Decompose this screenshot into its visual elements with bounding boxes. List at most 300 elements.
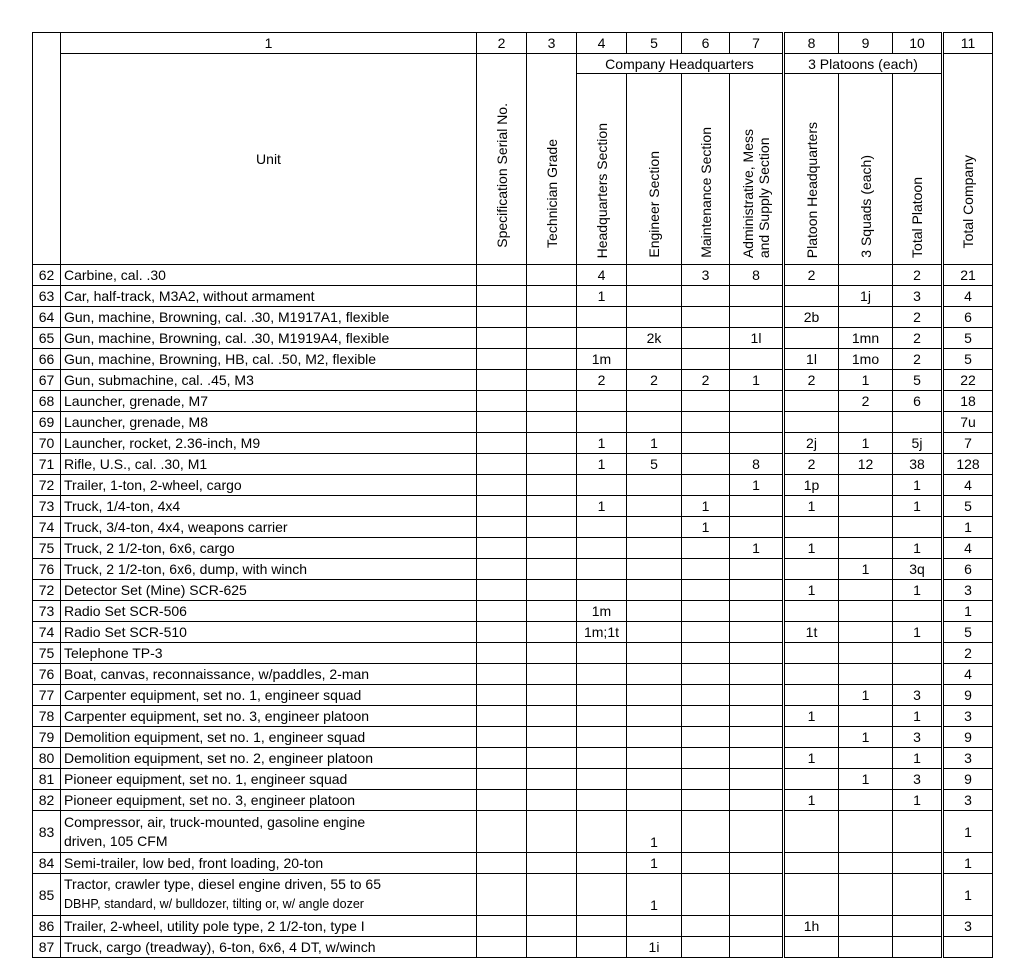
cell-c3 bbox=[527, 706, 577, 727]
spec-serial-header-text: Specification Serial No. bbox=[493, 103, 510, 248]
total-platoon-header bbox=[893, 74, 943, 265]
unit-name: Telephone TP-3 bbox=[61, 643, 477, 664]
admin-section-header bbox=[730, 74, 784, 265]
unit-header: Unit bbox=[61, 54, 477, 265]
cell-c9 bbox=[839, 538, 893, 559]
cell-c10: 3 bbox=[893, 727, 943, 748]
cell-c3 bbox=[527, 559, 577, 580]
cell-c6 bbox=[682, 349, 730, 370]
unit-name: Car, half-track, M3A2, without armament bbox=[61, 286, 477, 307]
cell-c8 bbox=[784, 664, 839, 685]
table-row bbox=[33, 265, 993, 286]
unit-name: Carpenter equipment, set no. 3, engineer platoon bbox=[61, 706, 477, 727]
cell-c7 bbox=[730, 622, 784, 643]
unit-name: Launcher, rocket, 2.36-inch, M9 bbox=[61, 433, 477, 454]
cell-c4 bbox=[577, 475, 627, 496]
cell-c2 bbox=[477, 685, 527, 706]
admin-section-header-line1: Administrative, Mess bbox=[740, 128, 756, 258]
column-number-row bbox=[33, 33, 993, 54]
cell-c3 bbox=[527, 916, 577, 937]
unit-name: Gun, machine, Browning, cal. .30, M1917A1, flexible bbox=[61, 307, 477, 328]
cell-c5: 1 bbox=[627, 853, 682, 874]
cell-c5 bbox=[627, 685, 682, 706]
cell-c9 bbox=[839, 790, 893, 811]
column-number: 2 bbox=[477, 33, 527, 54]
cell-c4 bbox=[577, 790, 627, 811]
cell-c2 bbox=[477, 265, 527, 286]
cell-c6 bbox=[682, 601, 730, 622]
row-number: 83 bbox=[33, 811, 61, 853]
cell-c2 bbox=[477, 286, 527, 307]
cell-c2 bbox=[477, 328, 527, 349]
cell-c9 bbox=[839, 412, 893, 433]
table-row bbox=[33, 370, 993, 391]
table-row bbox=[33, 601, 993, 622]
cell-c6 bbox=[682, 685, 730, 706]
cell-c3 bbox=[527, 748, 577, 769]
cell-c4 bbox=[577, 559, 627, 580]
cell-c10: 1 bbox=[893, 580, 943, 601]
row-number: 63 bbox=[33, 286, 61, 307]
cell-c7 bbox=[730, 433, 784, 454]
unit-name: Truck, 2 1/2-ton, 6x6, cargo bbox=[61, 538, 477, 559]
table-row bbox=[33, 916, 993, 937]
cell-c4: 1m;1t bbox=[577, 622, 627, 643]
cell-c2 bbox=[477, 475, 527, 496]
cell-c5: 1 bbox=[627, 811, 682, 853]
admin-section-header-text bbox=[740, 129, 772, 258]
cell-c9 bbox=[839, 853, 893, 874]
row-number: 75 bbox=[33, 538, 61, 559]
cell-c3 bbox=[527, 874, 577, 916]
cell-c6: 3 bbox=[682, 265, 730, 286]
cell-c5 bbox=[627, 706, 682, 727]
cell-c10 bbox=[893, 853, 943, 874]
row-number: 66 bbox=[33, 349, 61, 370]
total-platoon-header-text: Total Platoon bbox=[909, 177, 925, 258]
column-number: 10 bbox=[893, 33, 943, 54]
cell-c7 bbox=[730, 811, 784, 853]
cell-c6 bbox=[682, 727, 730, 748]
cell-c5 bbox=[627, 286, 682, 307]
row-number: 86 bbox=[33, 916, 61, 937]
cell-c11 bbox=[943, 937, 993, 958]
cell-c10: 2 bbox=[893, 328, 943, 349]
table-row bbox=[33, 622, 993, 643]
table-row bbox=[33, 559, 993, 580]
cell-c5 bbox=[627, 748, 682, 769]
cell-c5 bbox=[627, 727, 682, 748]
cell-c5: 5 bbox=[627, 454, 682, 475]
cell-c6 bbox=[682, 937, 730, 958]
cell-c4: 1m bbox=[577, 349, 627, 370]
cell-c10 bbox=[893, 811, 943, 853]
unit-name: Truck, 1/4-ton, 4x4 bbox=[61, 496, 477, 517]
row-number: 80 bbox=[33, 748, 61, 769]
cell-c5 bbox=[627, 538, 682, 559]
maintenance-section-header-text: Maintenance Section bbox=[697, 127, 714, 258]
row-number: 77 bbox=[33, 685, 61, 706]
cell-c11: 5 bbox=[943, 622, 993, 643]
cell-c2 bbox=[477, 643, 527, 664]
cell-c9 bbox=[839, 475, 893, 496]
table-row bbox=[33, 853, 993, 874]
cell-c11: 4 bbox=[943, 664, 993, 685]
row-number: 82 bbox=[33, 790, 61, 811]
cell-c3 bbox=[527, 727, 577, 748]
cell-c4 bbox=[577, 706, 627, 727]
cell-c9 bbox=[839, 748, 893, 769]
cell-c3 bbox=[527, 433, 577, 454]
cell-c9: 12 bbox=[839, 454, 893, 475]
cell-c8 bbox=[784, 391, 839, 412]
cell-c7 bbox=[730, 748, 784, 769]
unit-name: Truck, cargo (treadway), 6-ton, 6x6, 4 DT, w/winch bbox=[61, 937, 477, 958]
cell-c10: 1 bbox=[893, 496, 943, 517]
cell-c3 bbox=[527, 622, 577, 643]
cell-c6 bbox=[682, 286, 730, 307]
cell-c11: 5 bbox=[943, 328, 993, 349]
unit-name: Pioneer equipment, set no. 3, engineer platoon bbox=[61, 790, 477, 811]
cell-c10: 3q bbox=[893, 559, 943, 580]
cell-c2 bbox=[477, 496, 527, 517]
row-number: 76 bbox=[33, 664, 61, 685]
cell-c9 bbox=[839, 874, 893, 916]
equipment-table bbox=[32, 32, 993, 958]
unit-name: Gun, machine, Browning, HB, cal. .50, M2, flexible bbox=[61, 349, 477, 370]
cell-c7 bbox=[730, 580, 784, 601]
table-row bbox=[33, 328, 993, 349]
tech-grade-header bbox=[527, 54, 577, 265]
admin-section-header-line2: and Supply Section bbox=[756, 137, 772, 258]
cell-c3 bbox=[527, 517, 577, 538]
cell-c11: 7 bbox=[943, 433, 993, 454]
cell-c6 bbox=[682, 916, 730, 937]
cell-c8: 2 bbox=[784, 265, 839, 286]
cell-c2 bbox=[477, 727, 527, 748]
cell-c11: 1 bbox=[943, 853, 993, 874]
row-number: 71 bbox=[33, 454, 61, 475]
column-number: 8 bbox=[784, 33, 839, 54]
company-hq-group-header: Company Headquarters bbox=[577, 54, 784, 74]
cell-c8: 2b bbox=[784, 307, 839, 328]
cell-c6 bbox=[682, 475, 730, 496]
cell-c6 bbox=[682, 433, 730, 454]
cell-c9 bbox=[839, 496, 893, 517]
cell-c9 bbox=[839, 265, 893, 286]
cell-c7 bbox=[730, 643, 784, 664]
cell-c6 bbox=[682, 391, 730, 412]
cell-c11: 3 bbox=[943, 580, 993, 601]
cell-c10: 1 bbox=[893, 790, 943, 811]
cell-c7 bbox=[730, 307, 784, 328]
table-row bbox=[33, 664, 993, 685]
cell-c5 bbox=[627, 265, 682, 286]
cell-c10: 2 bbox=[893, 265, 943, 286]
unit-name: Truck, 3/4-ton, 4x4, weapons carrier bbox=[61, 517, 477, 538]
cell-c3 bbox=[527, 370, 577, 391]
cell-c4 bbox=[577, 727, 627, 748]
cell-c3 bbox=[527, 349, 577, 370]
cell-c10 bbox=[893, 874, 943, 916]
table-row bbox=[33, 412, 993, 433]
unit-name: Rifle, U.S., cal. .30, M1 bbox=[61, 454, 477, 475]
cell-c3 bbox=[527, 685, 577, 706]
cell-c2 bbox=[477, 391, 527, 412]
cell-c8: 2 bbox=[784, 370, 839, 391]
cell-c8 bbox=[784, 727, 839, 748]
cell-c7 bbox=[730, 769, 784, 790]
cell-c7 bbox=[730, 916, 784, 937]
unit-name: Demolition equipment, set no. 1, engineer squad bbox=[61, 727, 477, 748]
table-row bbox=[33, 769, 993, 790]
column-number: 11 bbox=[943, 33, 993, 54]
cell-c10: 1 bbox=[893, 706, 943, 727]
total-company-header bbox=[943, 54, 993, 265]
cell-c6 bbox=[682, 580, 730, 601]
table-row bbox=[33, 580, 993, 601]
cell-c5 bbox=[627, 391, 682, 412]
column-number: 1 bbox=[61, 33, 477, 54]
cell-c7 bbox=[730, 496, 784, 517]
cell-c4: 1 bbox=[577, 496, 627, 517]
engineer-section-header bbox=[627, 74, 682, 265]
cell-c6: 1 bbox=[682, 496, 730, 517]
cell-c10: 3 bbox=[893, 769, 943, 790]
cell-c4 bbox=[577, 580, 627, 601]
cell-c6 bbox=[682, 328, 730, 349]
cell-c2 bbox=[477, 622, 527, 643]
cell-c2 bbox=[477, 853, 527, 874]
total-company-header-text: Total Company bbox=[960, 154, 976, 248]
cell-c9: 1 bbox=[839, 727, 893, 748]
unit-name-line1: Tractor, crawler type, diesel engine driven, 55 to 65 bbox=[64, 876, 381, 892]
cell-c7 bbox=[730, 685, 784, 706]
cell-c11: 5 bbox=[943, 349, 993, 370]
unit-name: Demolition equipment, set no. 2, engineer platoon bbox=[61, 748, 477, 769]
row-number: 73 bbox=[33, 496, 61, 517]
cell-c10: 1 bbox=[893, 748, 943, 769]
cell-c9 bbox=[839, 937, 893, 958]
cell-c11: 3 bbox=[943, 790, 993, 811]
cell-c7: 1 bbox=[730, 538, 784, 559]
cell-c2 bbox=[477, 349, 527, 370]
cell-c7 bbox=[730, 853, 784, 874]
row-number: 84 bbox=[33, 853, 61, 874]
unit-name: Trailer, 2-wheel, utility pole type, 2 1/2-ton, type I bbox=[61, 916, 477, 937]
table-row bbox=[33, 937, 993, 958]
cell-c5: 1 bbox=[627, 874, 682, 916]
cell-c8 bbox=[784, 685, 839, 706]
cell-c6 bbox=[682, 538, 730, 559]
cell-c8 bbox=[784, 601, 839, 622]
cell-c10: 1 bbox=[893, 475, 943, 496]
cell-c4 bbox=[577, 937, 627, 958]
unit-name: Pioneer equipment, set no. 1, engineer squad bbox=[61, 769, 477, 790]
cell-c10 bbox=[893, 664, 943, 685]
cell-c2 bbox=[477, 664, 527, 685]
cell-c5: 2 bbox=[627, 370, 682, 391]
row-number: 75 bbox=[33, 643, 61, 664]
table-row bbox=[33, 286, 993, 307]
column-number: 7 bbox=[730, 33, 784, 54]
table-row bbox=[33, 874, 993, 916]
unit-name: Truck, 2 1/2-ton, 6x6, dump, with winch bbox=[61, 559, 477, 580]
row-number: 62 bbox=[33, 265, 61, 286]
cell-c3 bbox=[527, 454, 577, 475]
cell-c3 bbox=[527, 391, 577, 412]
cell-c5: 1 bbox=[627, 433, 682, 454]
row-number: 68 bbox=[33, 391, 61, 412]
cell-c2 bbox=[477, 370, 527, 391]
cell-c10 bbox=[893, 412, 943, 433]
cell-c8: 2j bbox=[784, 433, 839, 454]
cell-c2 bbox=[477, 937, 527, 958]
cell-c8: 1 bbox=[784, 538, 839, 559]
cell-c9: 2 bbox=[839, 391, 893, 412]
row-number: 78 bbox=[33, 706, 61, 727]
table-row bbox=[33, 454, 993, 475]
cell-c6 bbox=[682, 664, 730, 685]
cell-c11: 5 bbox=[943, 496, 993, 517]
corner-cell bbox=[33, 33, 61, 265]
cell-c4 bbox=[577, 412, 627, 433]
cell-c4 bbox=[577, 748, 627, 769]
table-row bbox=[33, 517, 993, 538]
group-header-row bbox=[33, 54, 993, 74]
cell-c8 bbox=[784, 769, 839, 790]
unit-name: Radio Set SCR-510 bbox=[61, 622, 477, 643]
cell-c9 bbox=[839, 580, 893, 601]
cell-c7: 1 bbox=[730, 475, 784, 496]
cell-c5 bbox=[627, 916, 682, 937]
cell-c2 bbox=[477, 517, 527, 538]
unit-name: Trailer, 1-ton, 2-wheel, cargo bbox=[61, 475, 477, 496]
cell-c9 bbox=[839, 643, 893, 664]
row-number: 81 bbox=[33, 769, 61, 790]
cell-c4 bbox=[577, 391, 627, 412]
table-row bbox=[33, 811, 993, 853]
cell-c8 bbox=[784, 286, 839, 307]
cell-c5 bbox=[627, 349, 682, 370]
cell-c10: 5j bbox=[893, 433, 943, 454]
cell-c9: 1j bbox=[839, 286, 893, 307]
row-number: 76 bbox=[33, 559, 61, 580]
cell-c3 bbox=[527, 811, 577, 853]
row-number: 87 bbox=[33, 937, 61, 958]
cell-c9: 1 bbox=[839, 769, 893, 790]
cell-c7 bbox=[730, 664, 784, 685]
cell-c3 bbox=[527, 412, 577, 433]
table-row bbox=[33, 349, 993, 370]
cell-c5 bbox=[627, 517, 682, 538]
cell-c10: 6 bbox=[893, 391, 943, 412]
cell-c8 bbox=[784, 811, 839, 853]
cell-c4: 2 bbox=[577, 370, 627, 391]
cell-c8: 1 bbox=[784, 790, 839, 811]
cell-c11: 128 bbox=[943, 454, 993, 475]
unit-name: Semi-trailer, low bed, front loading, 20-ton bbox=[61, 853, 477, 874]
tech-grade-header-text: Technician Grade bbox=[543, 139, 560, 248]
unit-name: Radio Set SCR-506 bbox=[61, 601, 477, 622]
unit-name: Launcher, grenade, M8 bbox=[61, 412, 477, 433]
cell-c6 bbox=[682, 811, 730, 853]
unit-name: Boat, canvas, reconnaissance, w/paddles, 2-man bbox=[61, 664, 477, 685]
cell-c8: 2 bbox=[784, 454, 839, 475]
unit-name-line2: driven, 105 CFM bbox=[64, 832, 168, 849]
cell-c8 bbox=[784, 328, 839, 349]
row-number: 72 bbox=[33, 475, 61, 496]
cell-c11: 1 bbox=[943, 811, 993, 853]
cell-c6 bbox=[682, 559, 730, 580]
table-row bbox=[33, 748, 993, 769]
cell-c7 bbox=[730, 601, 784, 622]
cell-c3 bbox=[527, 664, 577, 685]
cell-c8: 1t bbox=[784, 622, 839, 643]
platoons-group-header: 3 Platoons (each) bbox=[784, 54, 943, 74]
cell-c4 bbox=[577, 811, 627, 853]
cell-c5 bbox=[627, 664, 682, 685]
table-row bbox=[33, 307, 993, 328]
cell-c2 bbox=[477, 580, 527, 601]
cell-c9 bbox=[839, 622, 893, 643]
cell-c8 bbox=[784, 412, 839, 433]
row-number: 64 bbox=[33, 307, 61, 328]
cell-c8 bbox=[784, 937, 839, 958]
cell-c7 bbox=[730, 937, 784, 958]
cell-c5 bbox=[627, 601, 682, 622]
unit-name: Detector Set (Mine) SCR-625 bbox=[61, 580, 477, 601]
row-number: 73 bbox=[33, 601, 61, 622]
maintenance-section-header bbox=[682, 74, 730, 265]
cell-c2 bbox=[477, 454, 527, 475]
cell-c11: 9 bbox=[943, 727, 993, 748]
cell-c6 bbox=[682, 748, 730, 769]
cell-c4 bbox=[577, 538, 627, 559]
cell-c6 bbox=[682, 769, 730, 790]
cell-c8: 1p bbox=[784, 475, 839, 496]
cell-c8: 1 bbox=[784, 706, 839, 727]
cell-c4 bbox=[577, 307, 627, 328]
unit-name bbox=[61, 874, 477, 916]
cell-c11: 18 bbox=[943, 391, 993, 412]
cell-c11: 4 bbox=[943, 475, 993, 496]
unit-name: Launcher, grenade, M7 bbox=[61, 391, 477, 412]
cell-c6 bbox=[682, 706, 730, 727]
cell-c5 bbox=[627, 643, 682, 664]
cell-c4 bbox=[577, 328, 627, 349]
cell-c4: 1m bbox=[577, 601, 627, 622]
cell-c4 bbox=[577, 664, 627, 685]
cell-c9 bbox=[839, 811, 893, 853]
cell-c4 bbox=[577, 853, 627, 874]
cell-c7: 1l bbox=[730, 328, 784, 349]
cell-c10: 1 bbox=[893, 622, 943, 643]
cell-c4 bbox=[577, 916, 627, 937]
cell-c5 bbox=[627, 769, 682, 790]
row-number: 70 bbox=[33, 433, 61, 454]
cell-c4: 4 bbox=[577, 265, 627, 286]
table-row bbox=[33, 706, 993, 727]
unit-name: Carpenter equipment, set no. 1, engineer squad bbox=[61, 685, 477, 706]
column-number: 3 bbox=[527, 33, 577, 54]
table-row bbox=[33, 391, 993, 412]
table-row bbox=[33, 433, 993, 454]
cell-c5 bbox=[627, 475, 682, 496]
hq-section-header-text: Headquarters Section bbox=[593, 122, 610, 258]
unit-name-line1: Compressor, air, truck-mounted, gasoline engine bbox=[64, 813, 366, 830]
cell-c5 bbox=[627, 622, 682, 643]
